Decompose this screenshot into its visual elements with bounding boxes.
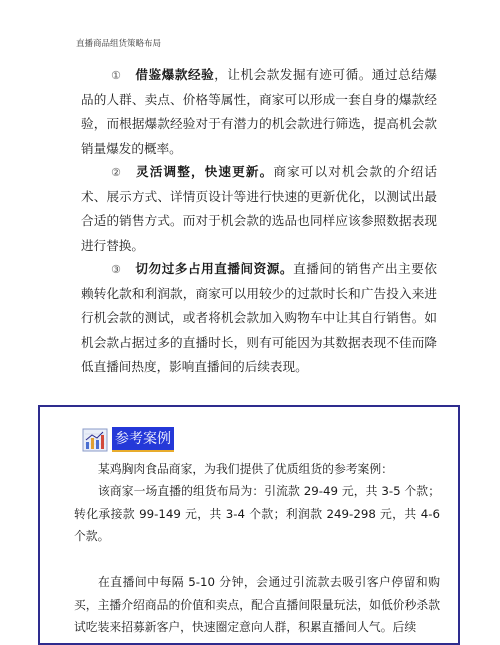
list-item-1	[81, 63, 437, 161]
case-paragraph-1: 某鸡胸肉食品商家，为我们提供了优质组货的参考案例：	[98, 462, 393, 476]
chart-icon	[82, 428, 108, 452]
case-heading	[82, 427, 174, 452]
case-title: 参考案例	[112, 427, 174, 452]
item-text: ，让机会款发掘有迹可循。通过总结爆品的人群、卖点、价格等属性，商家可以形成一套自身的爆款经验，而根据爆款经验对于有潜力的机会款进行筛选，提高机会款销量爆发的概率。	[81, 67, 438, 156]
item-number: ②	[111, 166, 121, 179]
list-item-3	[81, 257, 437, 379]
item-title: 灵活调整，快速更新。	[134, 164, 274, 179]
item-text: 商家可以对机会款的介绍话术、展示方式、详情页设计等进行快速的更新优化，以测试出最合适的销售方式。而对于机会款的选品也同样应该参照数据表现进行替换。	[81, 164, 438, 253]
case-paragraph-3: 在直播间中每隔 5-10 分钟，会通过引流款去吸引客户停留和购买，主播介绍商品的价值和卖点，配合直播间限量玩法，如低价秒杀款试吃装来招募新客户，快速圈定意向人群，积累直播间人气。后续	[74, 575, 440, 634]
list-item-2	[81, 160, 437, 258]
item-number: ③	[111, 263, 121, 276]
item-number: ①	[111, 69, 121, 82]
item-title: 借鉴爆款经验	[134, 67, 215, 82]
case-paragraph-2: 该商家一场直播的组货布局为：引流款 29-49 元，共 3-5 个款；转化承接款 99-149 元，共 3-4 个款；利润款 249-298 元，共 4-6 个款。	[74, 484, 440, 543]
running-header: 直播商品组货策略布局	[76, 39, 162, 49]
item-title: 切勿过多占用直播间资源。	[134, 261, 294, 276]
item-text: 直播间的销售产出主要依赖转化款和利润款，商家可以用较少的过款时长和广告投入来进行机会款的测试，或者将机会款加入购物车中让其自行销售。如机会款占据过多的直播时长，则有可能因为其数据表现不佳而降低直播间热度，影响直播间的后续表现。	[81, 261, 438, 374]
